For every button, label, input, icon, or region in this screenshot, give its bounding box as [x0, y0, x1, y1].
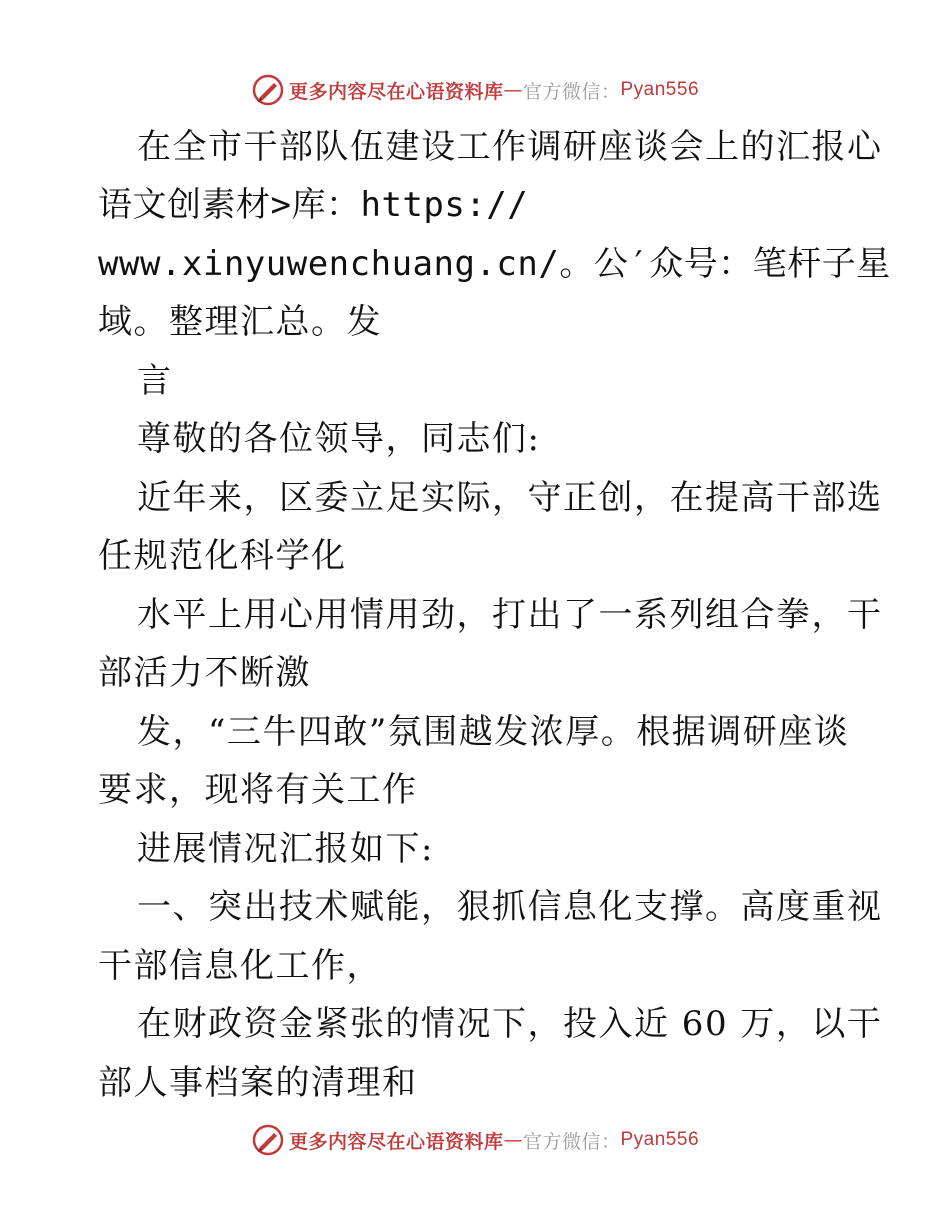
pen-logo-icon	[251, 1123, 285, 1157]
text-line: 部活力不断激	[98, 653, 311, 693]
banner-label: 官方微信：	[522, 80, 621, 103]
text-line: 在财政资金紧张的情况下，投入近 60 万，以干	[137, 1004, 883, 1044]
banner-label: 官方微信：	[522, 1130, 621, 1153]
text-line: 近年来，区委立足实际，守正创，在提高干部选	[137, 478, 883, 518]
banner-wechat-id: Pyan556	[620, 1129, 700, 1150]
banner-separator: —	[503, 79, 523, 101]
text-line: 语文创素材>库：https://	[98, 185, 529, 225]
text-line: 部人事档案的清理和	[98, 1063, 418, 1103]
text-line: 水平上用心用情用劲，打出了一系列组合拳，干	[137, 595, 883, 635]
footer-watermark	[0, 1120, 950, 1160]
text-line: 进展情况汇报如下:	[137, 829, 434, 869]
text-line: 干部信息化工作，	[98, 946, 382, 986]
text-line: 域。整理汇总。发	[98, 302, 382, 342]
banner-separator: —	[503, 1129, 523, 1151]
banner-main-text: 更多内容尽在心语资料库	[288, 80, 504, 103]
text-line: 在全市干部队伍建设工作调研座谈会上的汇报心	[137, 127, 883, 167]
text-line: www.xinyuwenchuang.cn/。公′众号：笔杆子星	[98, 244, 891, 284]
banner-main-text: 更多内容尽在心语资料库	[288, 1130, 504, 1153]
text-line: 任规范化科学化	[98, 536, 347, 576]
text-line: 言	[137, 361, 173, 401]
banner-wechat-id: Pyan556	[620, 79, 700, 100]
text-line: 一、突出技术赋能，狠抓信息化支撑。高度重视	[137, 887, 883, 927]
text-line: 尊敬的各位领导，同志们:	[137, 419, 541, 459]
text-line: 发，“三牛四敢”氛围越发浓厚。根据调研座谈	[137, 712, 850, 752]
text-line: 要求，现将有关工作	[98, 770, 418, 810]
